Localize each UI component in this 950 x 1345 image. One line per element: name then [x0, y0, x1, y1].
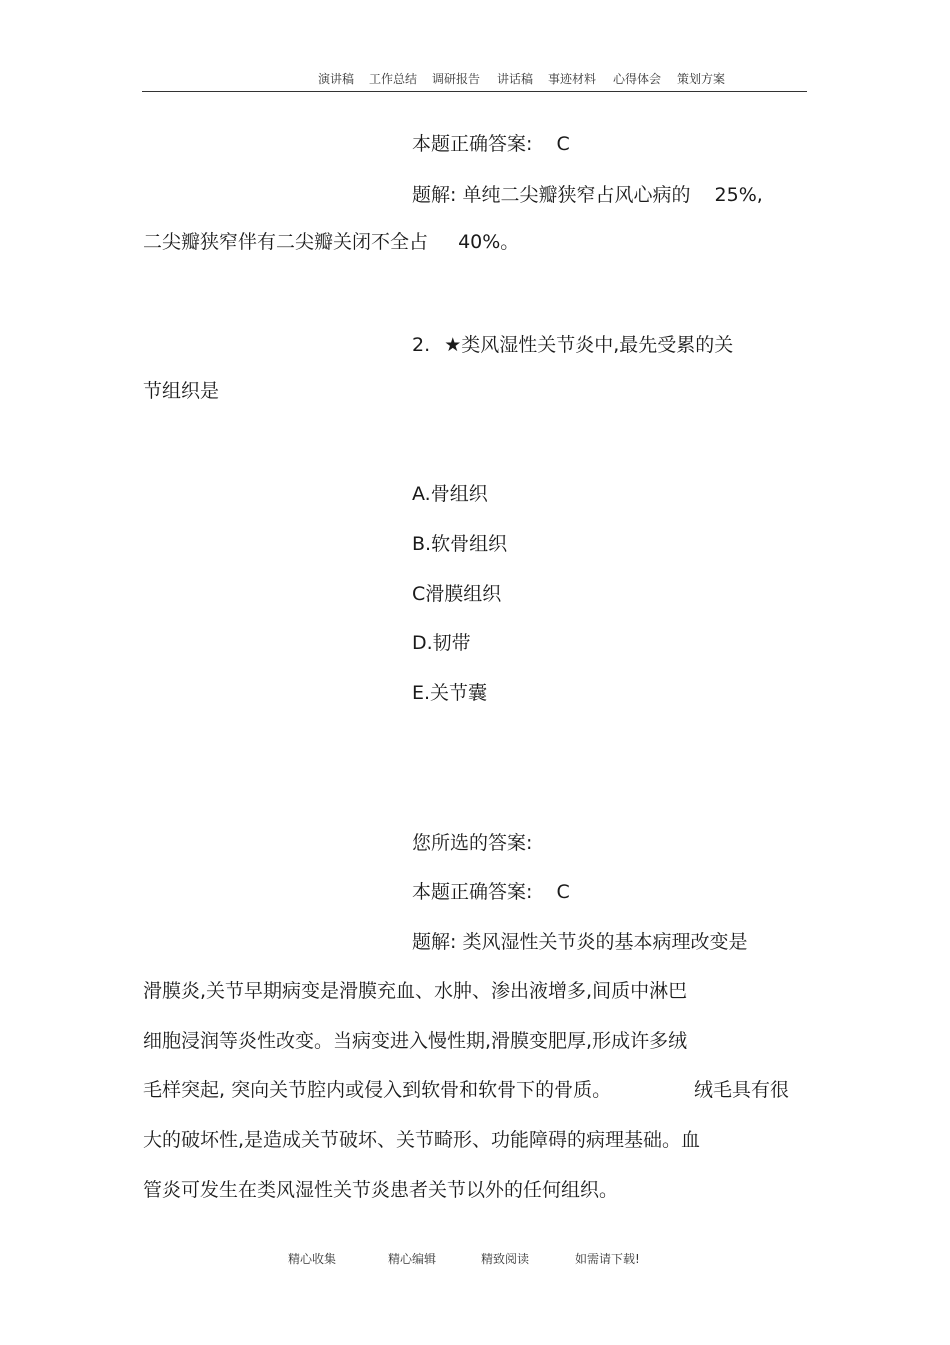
explanation-line4 [143, 1078, 611, 1102]
correct-answer-value: C [556, 133, 570, 155]
explanation-line1 [412, 930, 747, 954]
header-nav [0, 70, 950, 90]
explanation-text: 类风湿性关节炎的基本病理改变是 [462, 931, 748, 953]
prev-explanation-line2 [143, 230, 519, 254]
option-e: E.关节囊 [412, 682, 488, 704]
explanation-text: 二尖瓣狭窄伴有二尖瓣关闭不全占 [143, 231, 429, 253]
nav-item: 讲话稿 [497, 72, 534, 86]
explanation-line5: 大的破坏性,是造成关节破坏、关节畸形、功能障碍的病理基础。血 [143, 1129, 701, 1151]
explanation-line3: 细胞浸润等炎性改变。当病变进入慢性期,滑膜变肥厚,形成许多绒 [143, 1030, 688, 1052]
explanation-label: 题解: [412, 931, 457, 953]
correct-answer-label: 本题正确答案: [412, 881, 533, 903]
option-d: D.韧带 [412, 632, 471, 654]
nav-item: 策划方案 [677, 72, 726, 86]
question-stem: ★类风湿性关节炎中,最先受累的关 [444, 334, 734, 356]
nav-item: 事迹材料 [548, 72, 597, 86]
explanation-line6: 管炎可发生在类风湿性关节炎患者关节以外的任何组织。 [143, 1179, 619, 1201]
question-stem-line1 [412, 333, 733, 357]
explanation-value: 25%, [714, 184, 763, 206]
correct-answer [412, 880, 570, 904]
prev-correct-answer [412, 132, 570, 156]
explanation-text: 毛样突起, 突向关节腔内或侵入到软骨和软骨下的骨质。 [143, 1079, 612, 1101]
prev-explanation-line1 [412, 183, 763, 207]
correct-answer-label: 本题正确答案: [412, 133, 533, 155]
explanation-value: 40%。 [458, 231, 520, 253]
nav-item: 演讲稿 [318, 72, 355, 86]
footer-item: 如需请下载! [575, 1252, 640, 1266]
header-divider [142, 91, 807, 92]
option-a: A.骨组织 [412, 483, 488, 505]
nav-item: 工作总结 [369, 72, 418, 86]
footer-item: 精致阅读 [481, 1252, 530, 1266]
explanation-line2: 滑膜炎,关节早期病变是滑膜充血、水肿、渗出液增多,间质中淋巴 [143, 980, 688, 1002]
nav-item: 调研报告 [432, 72, 481, 86]
question-number: 2. [412, 334, 431, 356]
explanation-label: 题解: [412, 184, 457, 206]
explanation-text: 单纯二尖瓣狭窄占风心病的 [462, 184, 691, 206]
correct-answer-value: C [556, 881, 570, 903]
option-c: C滑膜组织 [412, 583, 502, 605]
nav-item: 心得体会 [613, 72, 662, 86]
question-stem-line2: 节组织是 [143, 380, 220, 402]
explanation-line4-tail: 绒毛具有很 [694, 1079, 790, 1101]
your-answer-label: 您所选的答案: [412, 832, 533, 854]
footer-item: 精心编辑 [388, 1252, 437, 1266]
option-b: B.软骨组织 [412, 533, 508, 555]
footer-item: 精心收集 [288, 1252, 337, 1266]
